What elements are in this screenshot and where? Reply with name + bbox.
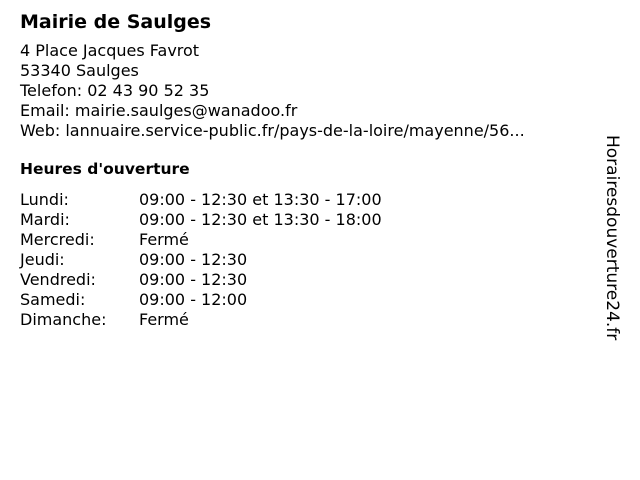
hours-row-sunday (20, 310, 600, 330)
hours-row-wednesday (20, 230, 600, 250)
time-value: 09:00 - 12:30 et 13:30 - 17:00 (139, 190, 382, 209)
place-card (20, 8, 600, 330)
time-value: Fermé (139, 310, 189, 329)
time-value: Fermé (139, 230, 189, 249)
hours-row-thursday (20, 250, 600, 270)
day-label: Jeudi: (20, 250, 65, 269)
opening-hours-heading: Heures d'ouverture (20, 160, 190, 178)
hours-row-monday (20, 190, 600, 210)
time-value: 09:00 - 12:30 et 13:30 - 18:00 (139, 210, 382, 229)
day-label: Samedi: (20, 290, 86, 309)
day-label: Vendredi: (20, 270, 96, 289)
email-line[interactable]: Email: mairie.saulges@wanadoo.fr (20, 101, 298, 120)
hours-row-tuesday (20, 210, 600, 230)
hours-row-saturday (20, 290, 600, 310)
time-value: 09:00 - 12:00 (139, 290, 248, 309)
postal-city: 53340 Saulges (20, 61, 139, 80)
site-watermark: Horairesdouverture24.fr (602, 135, 622, 341)
time-value: 09:00 - 12:30 (139, 250, 248, 269)
phone-line[interactable]: Telefon: 02 43 90 52 35 (20, 81, 210, 100)
hours-row-friday (20, 270, 600, 290)
place-title: Mairie de Saulges (20, 11, 212, 33)
day-label: Mardi: (20, 210, 70, 229)
time-value: 09:00 - 12:30 (139, 270, 248, 289)
day-label: Dimanche: (20, 310, 107, 329)
day-label: Lundi: (20, 190, 69, 209)
web-line[interactable]: Web: lannuaire.service-public.fr/pays-de-la-loire/mayenne/56... (20, 121, 525, 140)
day-label: Mercredi: (20, 230, 95, 249)
street-address: 4 Place Jacques Favrot (20, 41, 200, 60)
